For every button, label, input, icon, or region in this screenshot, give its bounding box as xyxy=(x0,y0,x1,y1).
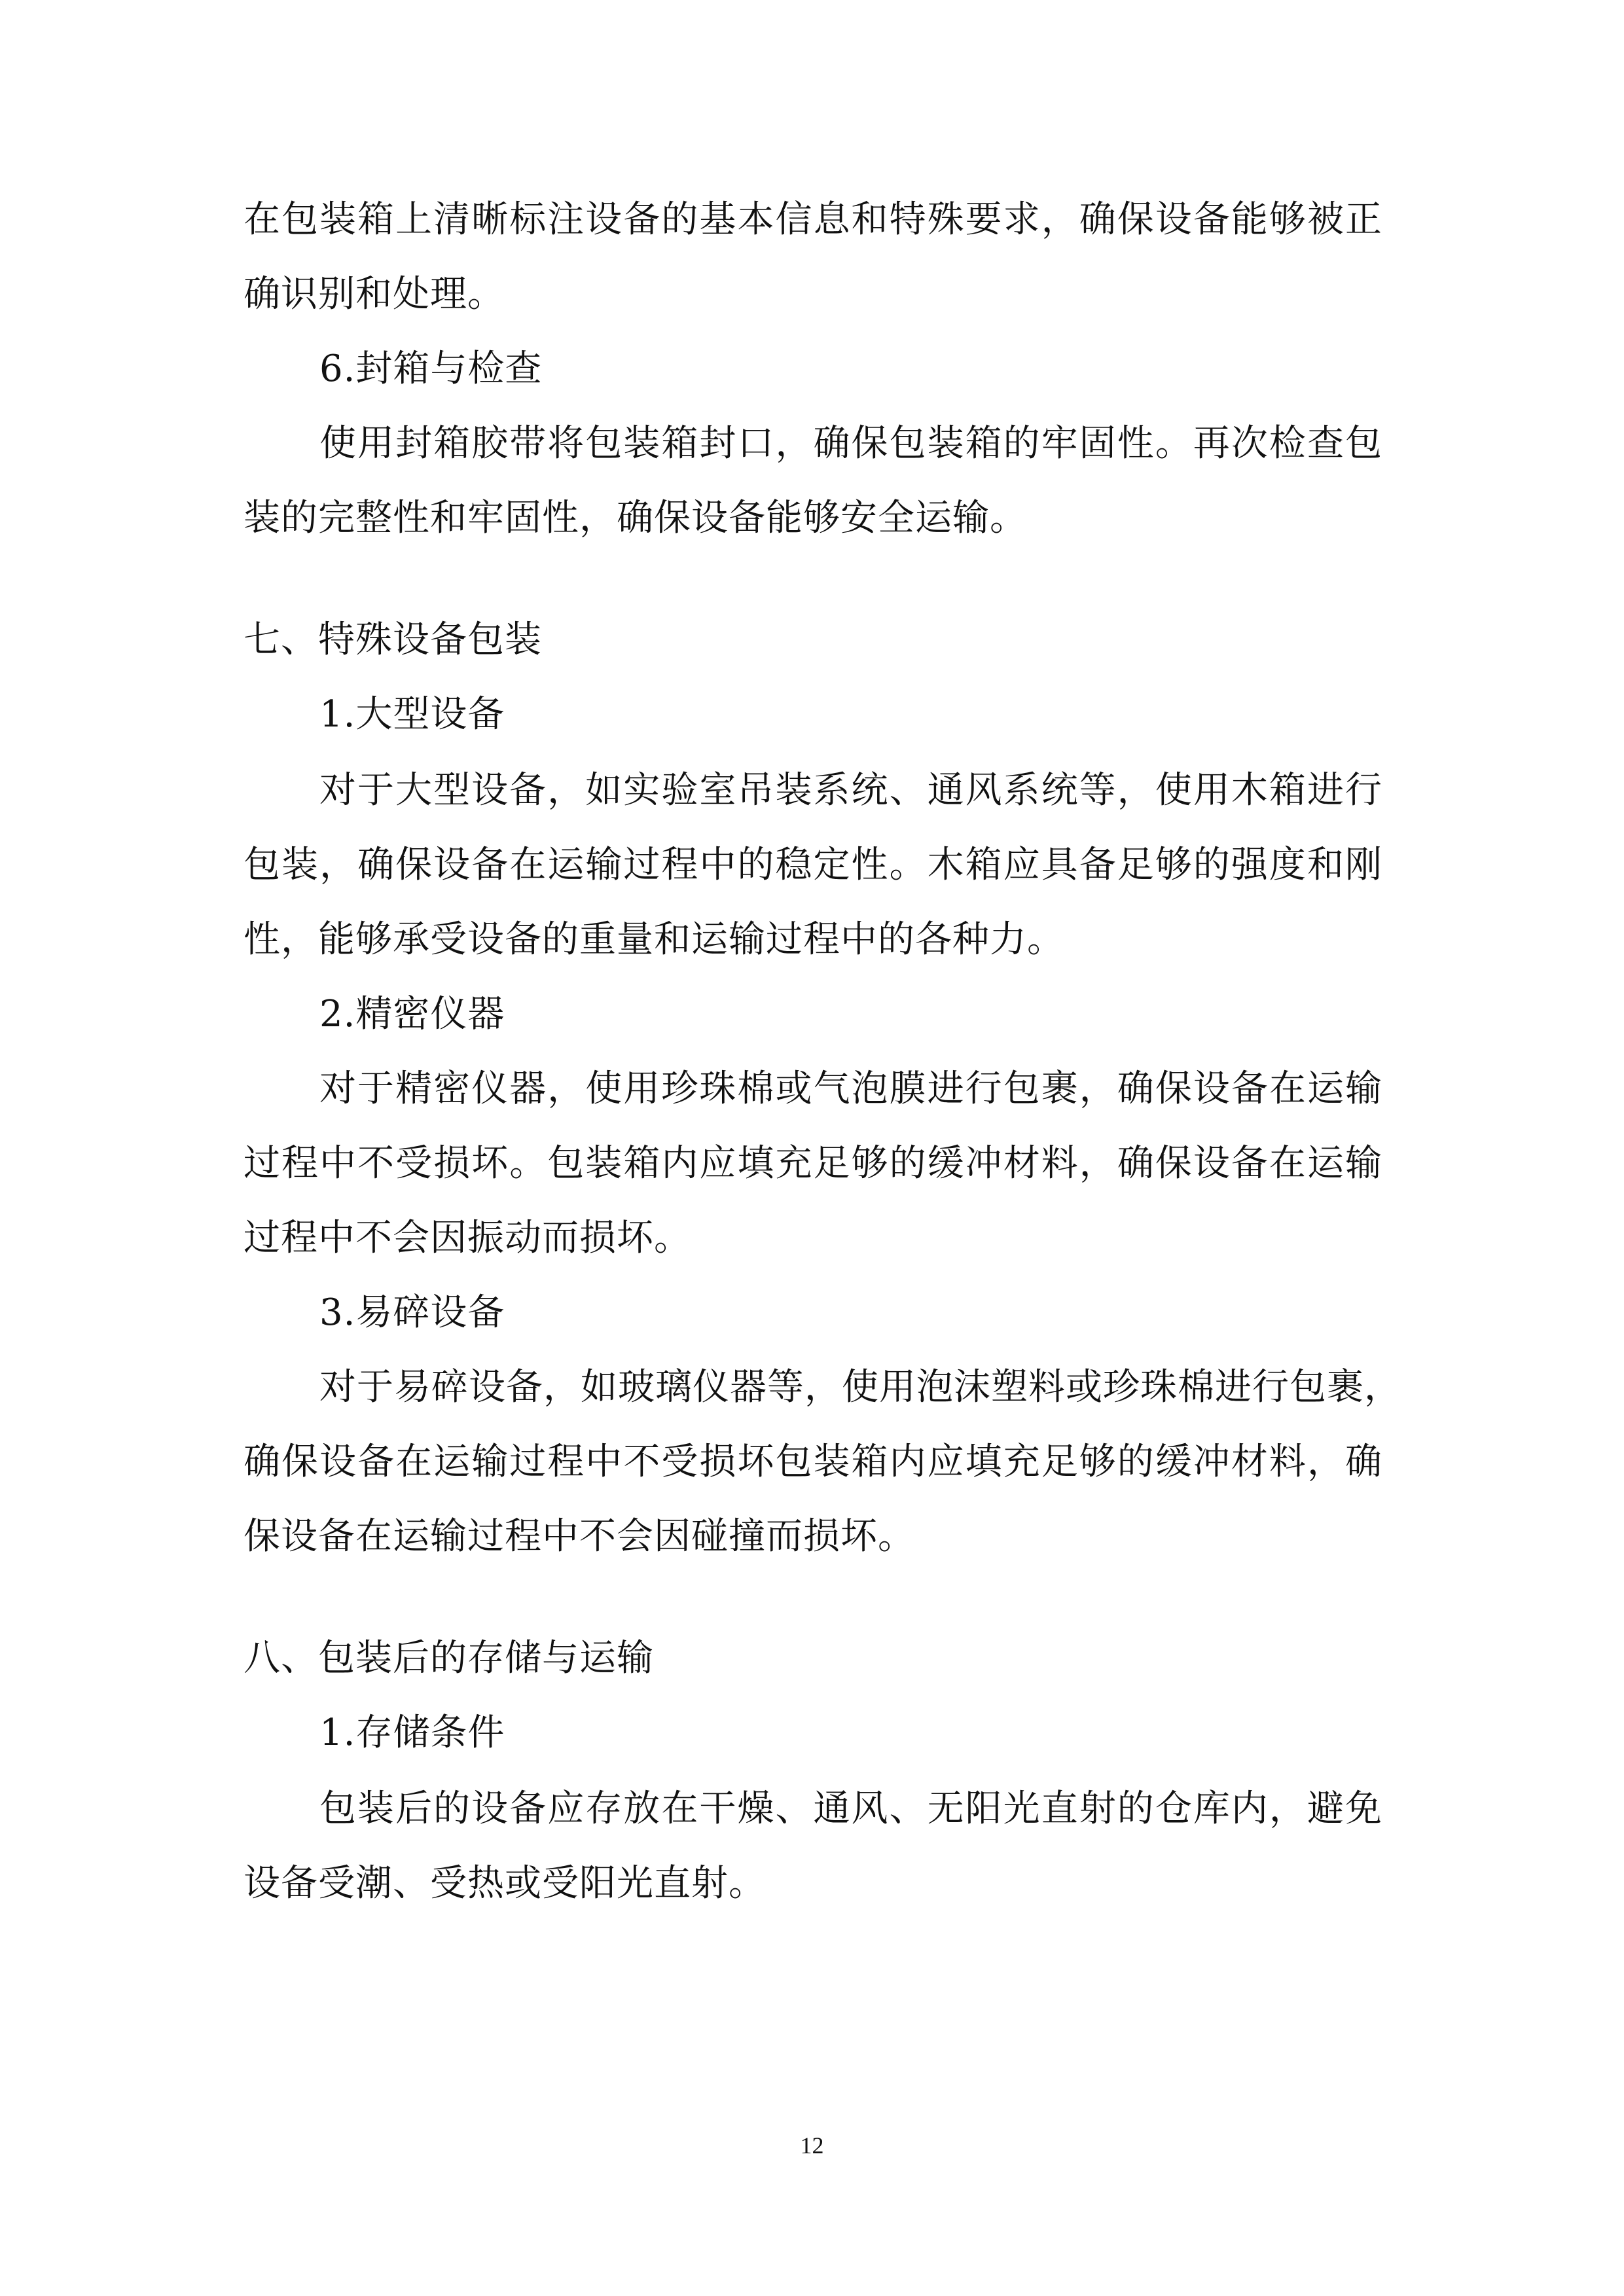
paragraph-line: 设备受潮、受热或受阳光直射。 xyxy=(244,1862,766,1905)
paragraph-line: 包装后的设备应存放在干燥、通风、无阳光直射的仓库内，避免 xyxy=(319,1787,1382,1830)
paragraph-line: 保设备在运输过程中不会因碰撞而损坏。 xyxy=(244,1515,915,1558)
page-number: 12 xyxy=(800,2132,824,2159)
subsection-heading: 2.精密仪器 xyxy=(319,993,505,1035)
paragraph-line: 在包装箱上清晰标注设备的基本信息和特殊要求，确保设备能够被正 xyxy=(244,198,1382,241)
paragraph-line: 确保设备在运输过程中不受损坏包装箱内应填充足够的缓冲材料，确 xyxy=(244,1441,1382,1483)
section-heading: 八、包装后的存储与运输 xyxy=(244,1637,654,1679)
paragraph-line: 过程中不受损坏。包装箱内应填充足够的缓冲材料，确保设备在运输 xyxy=(244,1142,1382,1185)
paragraph-line: 对于大型设备，如实验室吊装系统、通风系统等，使用木箱进行 xyxy=(319,769,1382,812)
paragraph-line: 对于精密仪器，使用珍珠棉或气泡膜进行包裹，确保设备在运输 xyxy=(319,1067,1382,1110)
section-heading: 七、特殊设备包装 xyxy=(244,619,542,661)
paragraph-line: 使用封箱胶带将包装箱封口，确保包装箱的牢固性。再次检查包 xyxy=(319,422,1382,465)
paragraph-line: 装的完整性和牢固性，确保设备能够安全运输。 xyxy=(244,497,1027,539)
paragraph-line: 性，能够承受设备的重量和运输过程中的各种力。 xyxy=(244,918,1064,961)
paragraph-line: 包装，确保设备在运输过程中的稳定性。木箱应具备足够的强度和刚 xyxy=(244,844,1382,886)
subsection-heading: 1.大型设备 xyxy=(319,693,505,736)
paragraph-line: 确识别和处理。 xyxy=(244,273,505,315)
paragraph-line: 对于易碎设备，如玻璃仪器等，使用泡沫塑料或珍珠棉进行包裹， xyxy=(319,1366,1401,1408)
subsection-heading: 3.易碎设备 xyxy=(319,1291,505,1334)
subsection-heading: 6.封箱与检查 xyxy=(319,348,543,390)
paragraph-line: 过程中不会因振动而损坏。 xyxy=(244,1217,691,1259)
subsection-heading: 1.存储条件 xyxy=(319,1712,505,1754)
